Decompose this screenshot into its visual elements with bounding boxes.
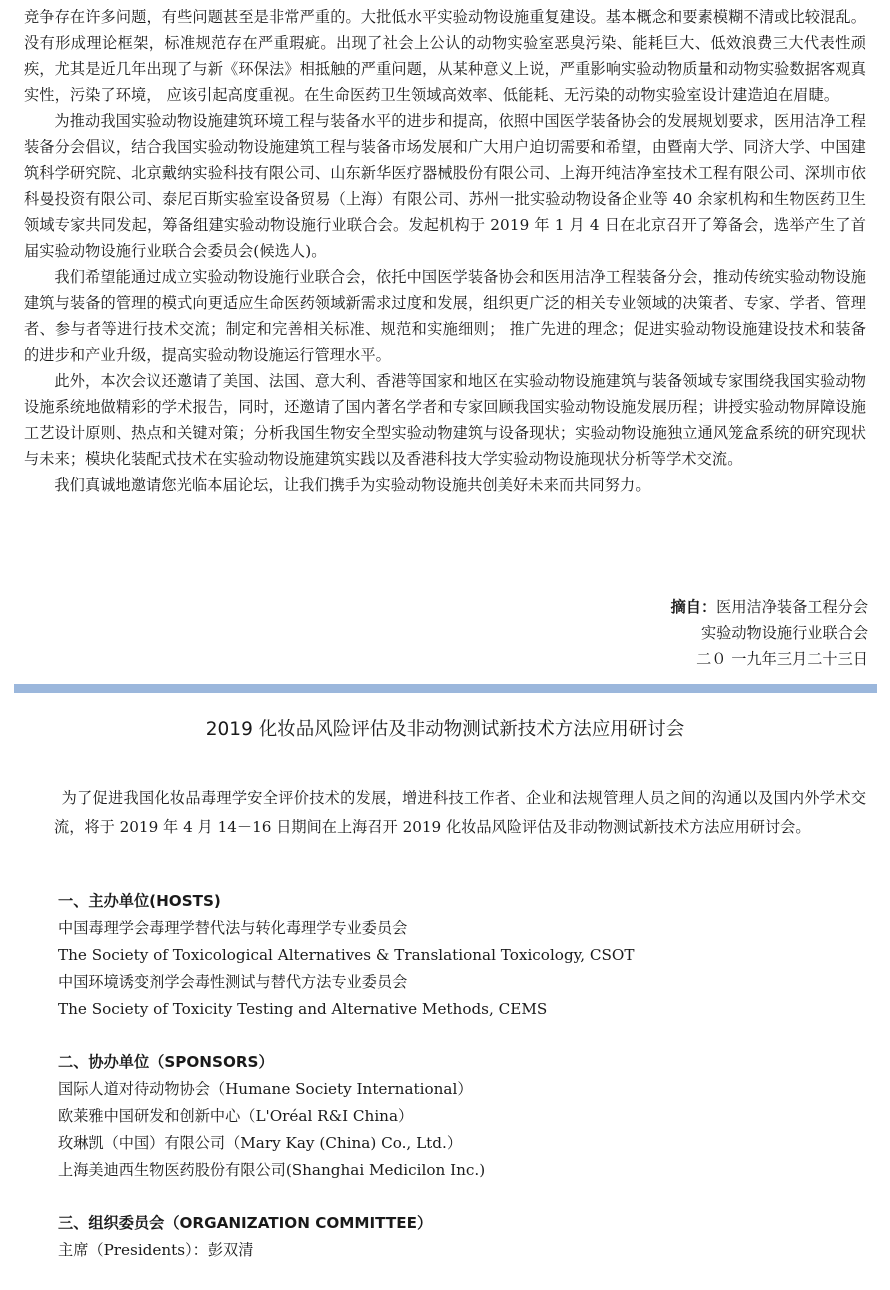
signature-date: 二０ 一九年三月二十三日 <box>696 650 868 668</box>
article-body <box>24 4 866 498</box>
signature-org1: 医用洁净装备工程分会 <box>716 598 868 616</box>
hosts-group <box>58 888 858 1023</box>
list-item: 主席（Presidents）：彭双清 <box>58 1241 254 1259</box>
section-intro: 为了促进我国化妆品毒理学安全评价技术的发展，增进科技工作者、企业和法规管理人员之间的沟通以及国内外学术交流，将于 2019 年 4 月 14－16 日期间在上海召开 2019 化妆品风险评估及非动物测试新技术方法应用研讨会。 <box>54 789 866 836</box>
article-paragraph: 我们希望能通过成立实验动物设施行业联合会，依托中国医学装备协会和医用洁净工程装备分会，推动传统实验动物设施建筑与装备的管理的模式向更适应生命医药领域新需求过度和发展，组织更广泛的相关专业领域的决策者、专家、学者、管理者、参与者等进行技术交流；制定和完善相关标准、规范和实施细则； 推广先进的理念；促进实验动物设施建设技术和装备的进步和产业升级，提高实验动物设施运行管理水平。 <box>24 268 866 364</box>
sponsors-heading: 二、协办单位（SPONSORS） <box>58 1053 274 1071</box>
section-divider <box>14 684 877 693</box>
article-paragraph: 为推动我国实验动物设施建筑环境工程与装备水平的进步和提高，依照中国医学装备协会的发展规划要求，医用洁净工程装备分会倡议，结合我国实验动物设施建筑工程与装备市场发展和广大用户迫切需要和希望，由暨南大学、同济大学、中国建筑科学研究院、北京戴纳实验科技有限公司、山东新华医疗器械股份有限公司、上海开纯洁净室技术工程有限公司、深圳市依科曼投资有限公司、泰尼百斯实验室设备贸易（上海）有限公司、苏州一批实验动物设备企业等 40 余家机构和生物医药卫生领域专家共同发起，筹备组建实验动物设施行业联合会。发起机构于 2019 年 1 月 4 日在北京召开了筹备会，选举产生了首届实验动物设施行业联合会委员会(候选人)。 <box>24 112 866 260</box>
list-item: 国际人道对待动物协会（Humane Society International） <box>58 1080 473 1098</box>
article-paragraph: 我们真诚地邀请您光临本届论坛，让我们携手为实验动物设施共创美好未来而共同努力。 <box>54 476 651 494</box>
signature-org2: 实验动物设施行业联合会 <box>700 624 868 642</box>
signature-label: 摘自： <box>670 598 717 616</box>
committee-group <box>58 1210 858 1264</box>
signature-source-line <box>671 594 868 620</box>
article-paragraph: 竞争存在许多问题，有些问题甚至是非常严重的。大批低水平实验动物设施重复建设。基本概念和要素模糊不清或比较混乱。没有形成理论框架，标准规范存在严重瑕疵。出现了社会上公认的动物实验室恶臭污染、能耗巨大、低效浪费三大代表性顽疾，尤其是近几年出现了与新《环保法》相抵触的严重问题，从某种意义上说，严重影响实验动物质量和动物实验数据客观真实性，污染了环境， 应该引起高度重视。在生命医药卫生领域高效率、低能耗、无污染的动物实验室设计建造迫在眉睫。 <box>24 8 866 104</box>
organizer-lists <box>58 888 858 1290</box>
list-item: 欧莱雅中国研发和创新中心（L'Oréal R&I China） <box>58 1107 414 1125</box>
list-item: 中国毒理学会毒理学替代法与转化毒理学专业委员会 <box>58 919 408 937</box>
list-item: The Society of Toxicity Testing and Alternative Methods, CEMS <box>58 1000 548 1018</box>
committee-heading: 三、组织委员会（ORGANIZATION COMMITTEE） <box>58 1214 433 1232</box>
signature-block <box>671 594 868 672</box>
article-paragraph: 此外，本次会议还邀请了美国、法国、意大利、香港等国家和地区在实验动物设施建筑与装备领域专家围绕我国实验动物设施系统地做精彩的学术报告，同时，还邀请了国内著名学者和专家回顾我国实验动物设施发展历程；讲授实验动物屏障设施工艺设计原则、热点和关键对策；分析我国生物安全型实验动物建筑与设备现状；实验动物设施独立通风笼盒系统的研究现状与未来；模块化装配式技术在实验动物设施建筑实践以及香港科技大学实验动物设施现状分析等学术交流。 <box>24 372 866 468</box>
section-title: 2019 化妆品风险评估及非动物测试新技术方法应用研讨会 <box>205 719 685 740</box>
hosts-heading: 一、主办单位(HOSTS) <box>58 892 221 910</box>
list-item: 上海美迪西生物医药股份有限公司(Shanghai Medicilon Inc.) <box>58 1161 486 1179</box>
sponsors-group <box>58 1049 858 1184</box>
list-item: The Society of Toxicological Alternatives & Translational Toxicology, CSOT <box>58 946 635 964</box>
list-item: 玫琳凯（中国）有限公司（Mary Kay (China) Co., Ltd.） <box>58 1134 463 1152</box>
list-item: 中国环境诱变剂学会毒性测试与替代方法专业委员会 <box>58 973 408 991</box>
